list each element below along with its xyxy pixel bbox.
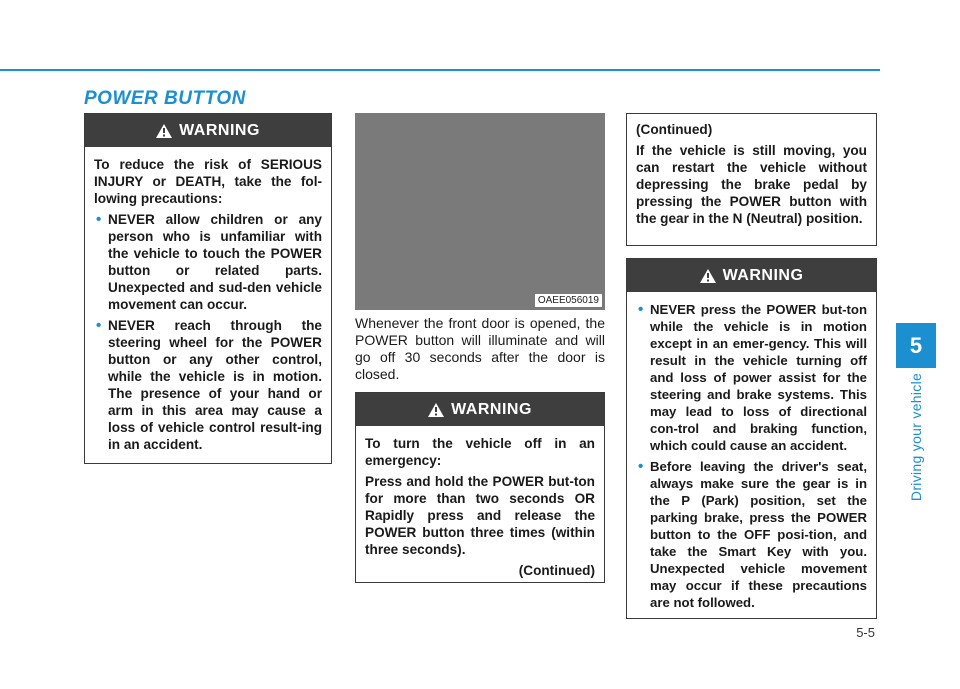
continued-box — [626, 113, 877, 246]
warning-header — [356, 393, 604, 426]
body-paragraph: Whenever the front door is opened, the POWER button will illuminate and will go off 30 seconds after the door is closed. — [355, 315, 605, 382]
warning-line: To turn the vehicle off in an emergency: — [365, 436, 595, 468]
warning-triangle-icon — [428, 403, 444, 417]
page-number: 5-5 — [856, 625, 875, 640]
warning-bullet: • NEVER reach through the steering wheel for the POWER button or any other control, while the vehicle is in motion. The presence of your hand or arm in this area may cause a loss of vehicle control result-ing in an accident. — [94, 317, 322, 453]
figure-code: OAEE056019 — [535, 294, 602, 307]
continued-body — [627, 114, 876, 239]
continued-label: (Continued) — [636, 122, 713, 137]
chapter-label-text: Driving your vehicle — [908, 372, 924, 502]
warning-heading: WARNING — [722, 266, 804, 284]
warning-bullet: • Before leaving the driver's seat, always make sure the gear is in the P (Park) position, set the parking brake, press the POWER button to the OFF posi-tion, and take the Smart Key with you. Unexpected vehicle movement may occur if these precautions are not followed. — [636, 458, 867, 611]
warning-heading: WARNING — [451, 400, 532, 418]
header-rule — [0, 69, 880, 71]
continued-text: If the vehicle is still moving, you can restart the vehicle without depressing the brake pedal by pressing the POWER button with the gear in the N (Neutral) position. — [636, 143, 867, 226]
warning-box-right — [626, 258, 877, 619]
chapter-tab: 5 — [896, 323, 936, 368]
warning-header — [627, 259, 876, 292]
warning-intro: To reduce the risk of SERIOUS INJURY or DEATH, take the fol-lowing precautions: — [94, 157, 322, 206]
warning-body — [627, 292, 876, 623]
warning-body — [85, 147, 331, 465]
warning-body — [356, 426, 604, 591]
warning-bullet: • NEVER press the POWER but-ton while the vehicle is in motion except in an emer-gency. This will result in the vehicle turning off and loss of power assist for the steering and brake systems. This may lead to loss of directional con-trol and braking function, which could cause an accident. — [636, 301, 867, 454]
warning-header — [85, 114, 331, 147]
continued-note: (Continued) — [518, 563, 595, 578]
warning-box-left — [84, 113, 332, 464]
warning-triangle-icon — [700, 269, 716, 283]
power-button-photo — [355, 113, 605, 310]
warning-triangle-icon — [156, 124, 172, 138]
warning-box-middle — [355, 392, 605, 583]
warning-bullet: • NEVER allow children or any person who is unfamiliar with the vehicle to touch the POWER button or related parts. Unexpected and sud-den vehicle movement can occur. — [94, 211, 322, 313]
chapter-label — [896, 372, 936, 502]
warning-heading: WARNING — [179, 121, 260, 139]
section-title: POWER BUTTON — [84, 88, 246, 109]
warning-line: Press and hold the POWER but-ton for more than two seconds OR Rapidly press and release the POWER button three times (within three seconds). — [365, 474, 595, 557]
